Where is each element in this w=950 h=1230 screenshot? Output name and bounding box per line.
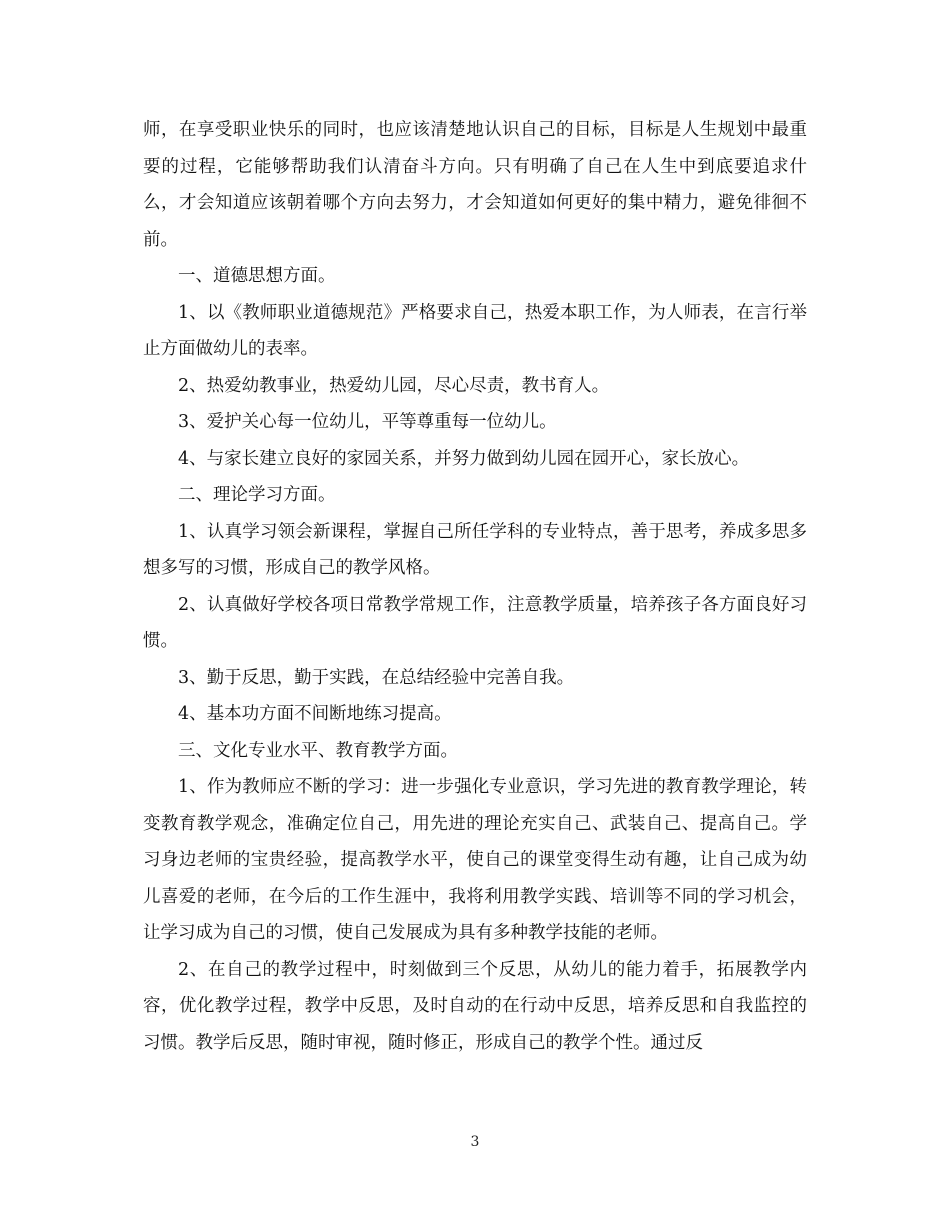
paragraph: 1、认真学习领会新课程，掌握自己所任学科的专业特点，善于思考，养成多思多想多写的习惯，形成自己的教学风格。	[143, 521, 807, 578]
paragraph: 3、爱护关心每一位幼儿，平等尊重每一位幼儿。	[178, 412, 557, 432]
paragraph: 师，在享受职业快乐的同时，也应该清楚地认识自己的目标，目标是人生规划中最重要的过程，它能够帮助我们认清奋斗方向。只有明确了自己在人生中到底要追求什么，才会知道应该朝着哪个方向去努力，才会知道如何更好的集中精力，避免徘徊不前。	[143, 120, 807, 250]
section-heading: 三、文化专业水平、教育教学方面。	[178, 740, 458, 761]
paragraph: 4、与家长建立良好的家园关系，并努力做到幼儿园在园开心，家长放心。	[178, 448, 750, 469]
section-heading: 二、理论学习方面。	[178, 485, 336, 505]
paragraph: 2、在自己的教学过程中，时刻做到三个反思，从幼儿的能力着手，拓展教学内容，优化教学过程，教学中反思，及时自动的在行动中反思，培养反思和自我监控的习惯。教学后反思，随时审视，随时修正，形成自己的教学个性。通过反	[143, 959, 807, 1053]
paragraph: 2、认真做好学校各项日常教学常规工作，注意教学质量，培养孩子各方面良好习惯。	[143, 594, 807, 651]
paragraph: 1、作为教师应不断的学习：进一步强化专业意识，学习先进的教育教学理论，转变教育教学观念，准确定位自己，用先进的理论充实自己、武装自己、提高自己。学习身边老师的宝贵经验，提高教学水平，使自己的课堂变得生动有趣，让自己成为幼儿喜爱的老师，在今后的工作生涯中，我将利用教学实践、培训等不同的学习机会，让学习成为自己的习惯，使自己发展成为具有多种教学技能的老师。	[143, 777, 807, 943]
paragraph: 2、热爱幼教事业，热爱幼儿园，尽心尽责，教书育人。	[178, 375, 610, 396]
paragraph: 4、基本功方面不间断地练习提高。	[178, 704, 452, 724]
paragraph: 1、以《教师职业道德规范》严格要求自己，热爱本职工作，为人师表，在言行举止方面做幼儿的表率。	[143, 302, 807, 359]
document-body	[143, 112, 807, 1061]
paragraph: 3、勤于反思，勤于实践，在总结经验中完善自我。	[178, 667, 575, 688]
section-heading: 一、道德思想方面。	[178, 266, 336, 286]
page-number: 3	[470, 1134, 480, 1150]
